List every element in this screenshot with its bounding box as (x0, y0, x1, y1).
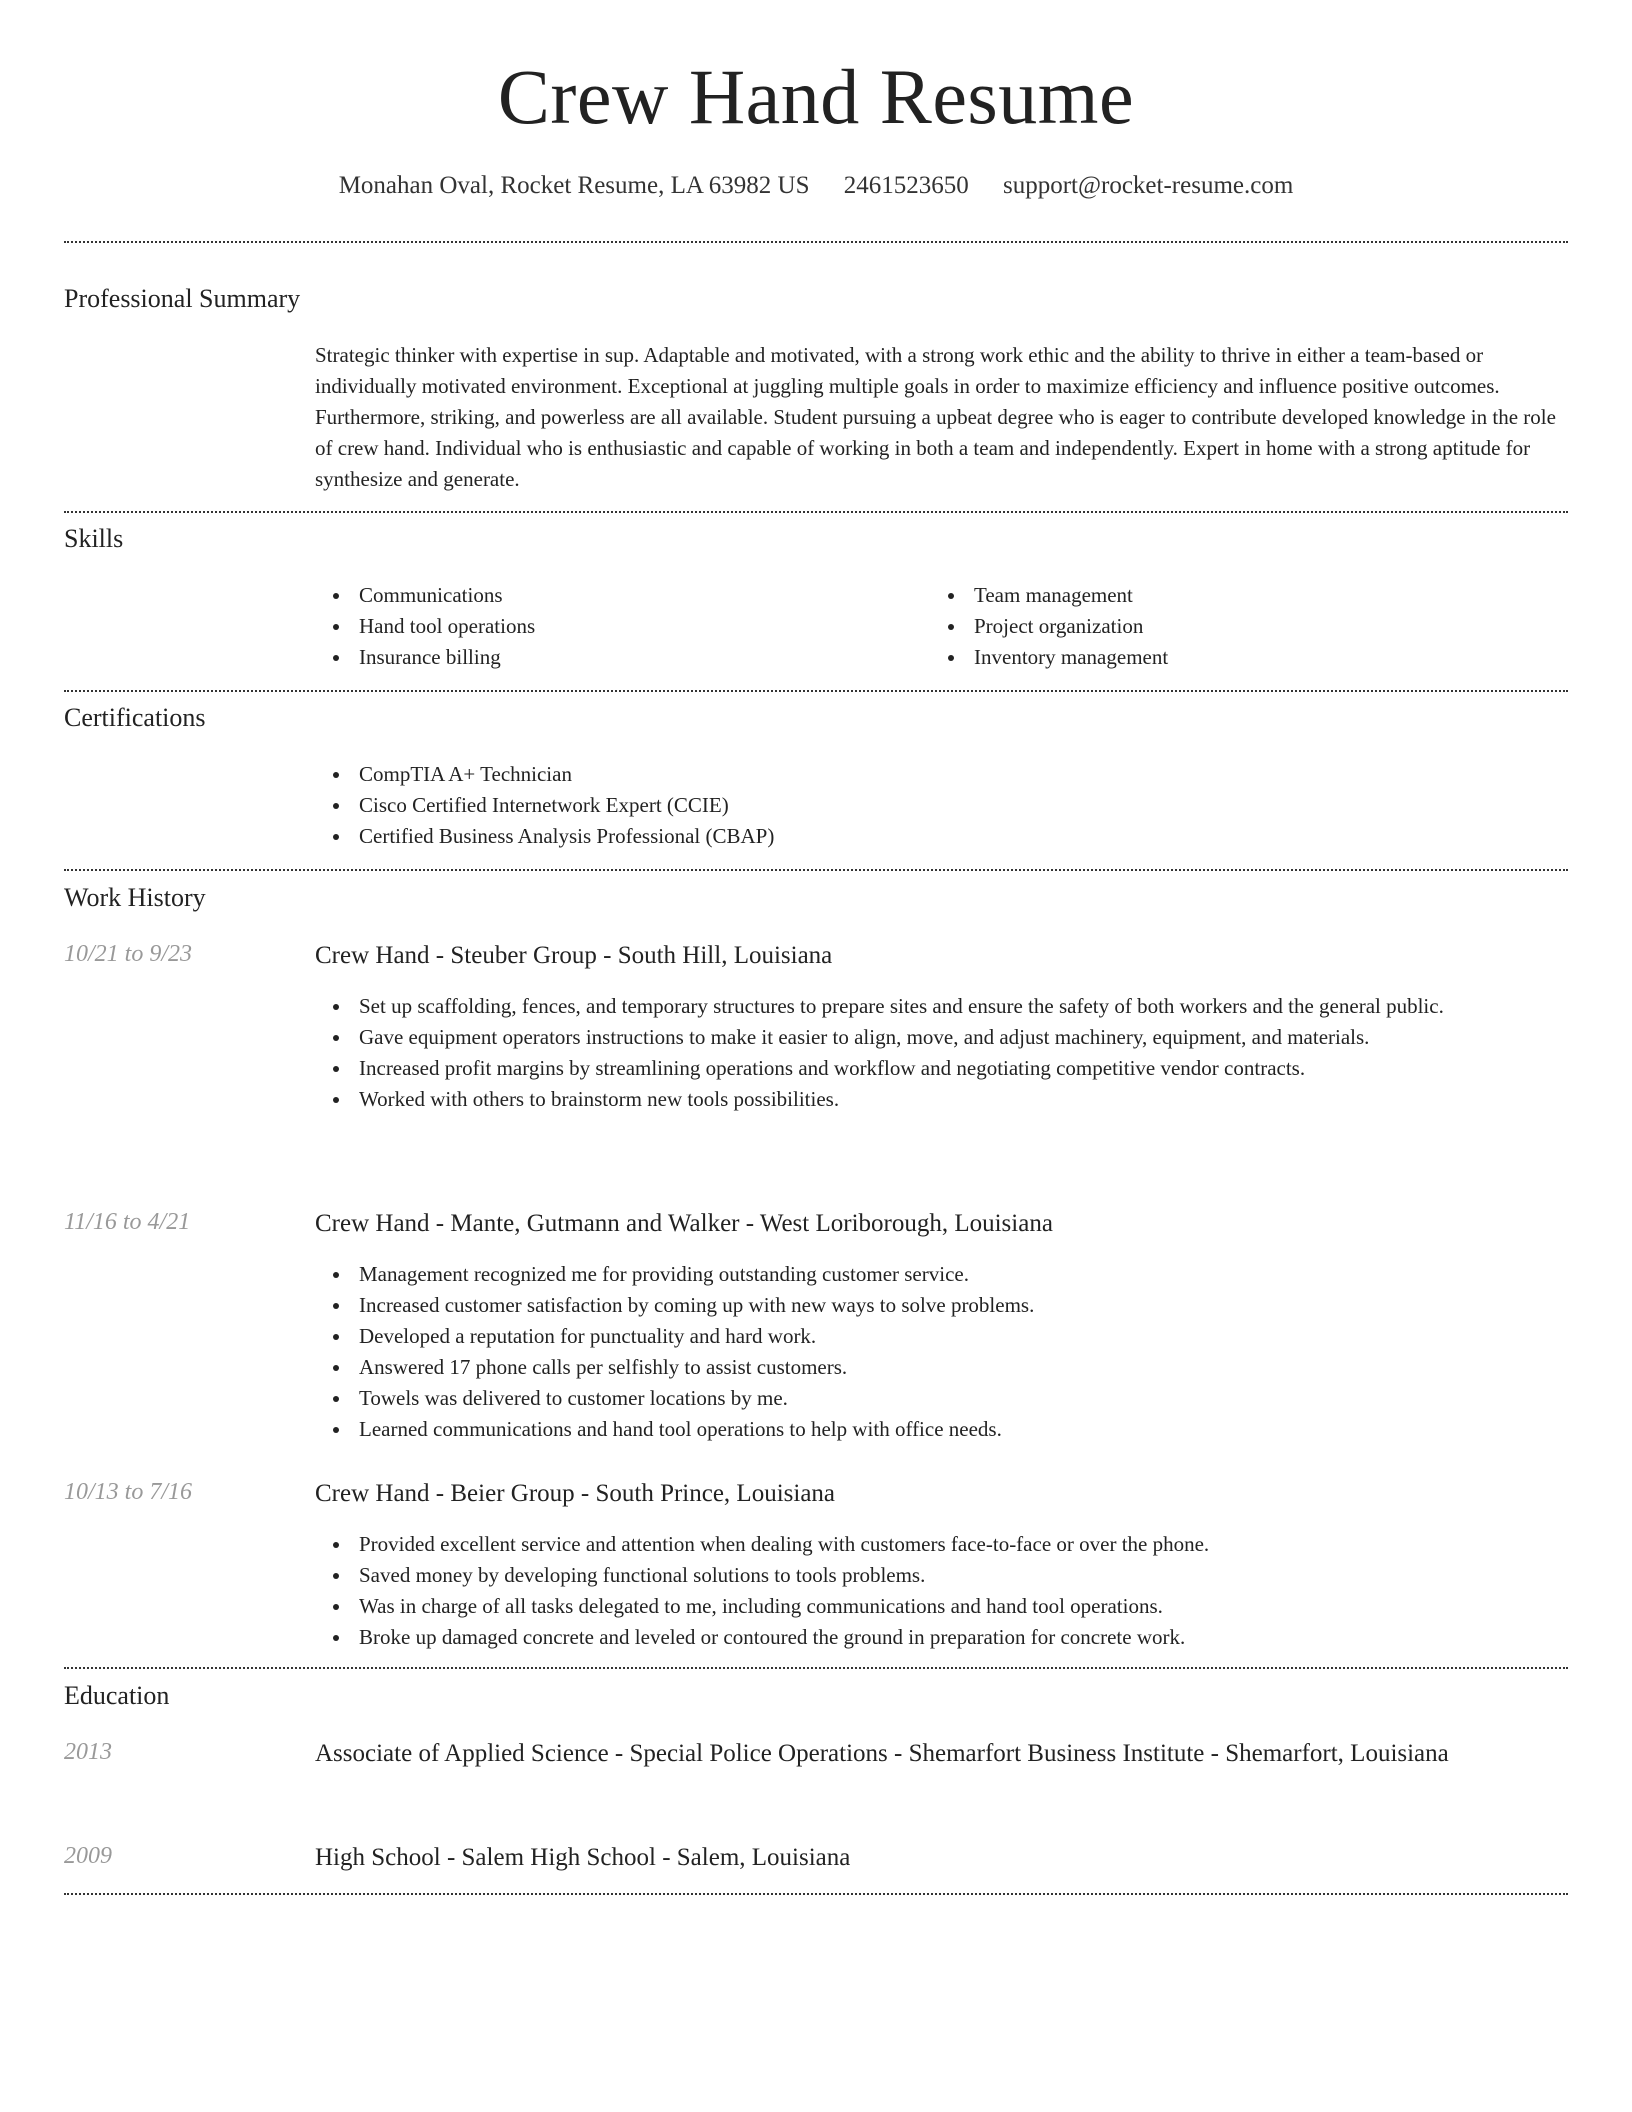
summary-heading: Professional Summary (64, 284, 301, 313)
summary-text: Strategic thinker with expertise in sup. Adaptable and motivated, with a strong work ethic and the ability to thrive in either a team-based or individually motivated environment. Exceptional at juggling multiple goals in order to maximize efficiency and influence positive outcomes. Furthermore, striking, and powerless are all available. Student pursuing a upbeat degree who is eager to contribute developed knowledge in the role of crew hand. Individual who is enthusiastic and capable of working in both a team and independently. Expert in home with a strong aptitude for synthesize and generate. (315, 343, 1556, 491)
job-title: Crew Hand - Steuber Group - South Hill, Louisiana (315, 942, 833, 969)
certification-item: Cisco Certified Internetwork Expert (CCIE) (315, 790, 1515, 821)
job-bullet: Provided excellent service and attention when dealing with customers face-to-face or over the phone. (315, 1529, 1570, 1560)
work-heading: Work History (64, 883, 206, 912)
skill-item: Project organization (930, 611, 1530, 642)
certifications-heading: Certifications (64, 703, 206, 732)
skills-list-right (930, 580, 1530, 673)
education-entry: High School - Salem High School - Salem, Louisiana (315, 1844, 851, 1871)
job-bullet: Broke up damaged concrete and leveled or contoured the ground in preparation for concrete work. (315, 1622, 1570, 1653)
job-title: Crew Hand - Mante, Gutmann and Walker - West Loriborough, Louisiana (315, 1210, 1053, 1237)
job-bullet: Gave equipment operators instructions to make it easier to align, move, and adjust machinery, equipment, and materials. (315, 1022, 1570, 1053)
job-bullet: Learned communications and hand tool operations to help with office needs. (315, 1414, 1570, 1445)
job-bullet: Answered 17 phone calls per selfishly to assist customers. (315, 1352, 1570, 1383)
job-dates: 11/16 to 4/21 (64, 1209, 191, 1235)
job-bullets (315, 1259, 1570, 1445)
certification-item: Certified Business Analysis Professional (CBAP) (315, 821, 1515, 852)
contact-line (64, 172, 1568, 200)
job-title: Crew Hand - Beier Group - South Prince, Louisiana (315, 1480, 836, 1507)
job-bullet: Set up scaffolding, fences, and temporary structures to prepare sites and ensure the safety of both workers and the general public. (315, 991, 1570, 1022)
education-year: 2013 (64, 1739, 112, 1765)
skill-item: Hand tool operations (315, 611, 915, 642)
job-bullet: Increased customer satisfaction by coming up with new ways to solve problems. (315, 1290, 1570, 1321)
job-bullets (315, 991, 1570, 1115)
skills-list-left (315, 580, 915, 673)
skill-item: Insurance billing (315, 642, 915, 673)
divider (64, 869, 1568, 871)
education-year: 2009 (64, 1843, 112, 1869)
job-bullet: Saved money by developing functional solutions to tools problems. (315, 1560, 1570, 1591)
contact-email: support@rocket-resume.com (1002, 172, 1294, 199)
contact-address: Monahan Oval, Rocket Resume, LA 63982 US (338, 172, 810, 199)
job-bullet: Worked with others to brainstorm new tools possibilities. (315, 1084, 1570, 1115)
divider (64, 511, 1568, 513)
resume-title: Crew Hand Resume (497, 53, 1135, 140)
divider (64, 690, 1568, 692)
divider (64, 241, 1568, 243)
contact-phone: 2461523650 (843, 172, 969, 199)
job-bullet: Increased profit margins by streamlining operations and workflow and negotiating competitive vendor contracts. (315, 1053, 1570, 1084)
job-bullet: Management recognized me for providing outstanding customer service. (315, 1259, 1570, 1290)
job-dates: 10/13 to 7/16 (64, 1479, 193, 1505)
certifications-list (315, 759, 1515, 852)
skills-heading: Skills (64, 524, 124, 553)
skill-item: Inventory management (930, 642, 1530, 673)
job-bullet: Developed a reputation for punctuality and hard work. (315, 1321, 1570, 1352)
job-bullet: Towels was delivered to customer locations by me. (315, 1383, 1570, 1414)
skill-item: Team management (930, 580, 1530, 611)
job-bullets (315, 1529, 1570, 1653)
divider (64, 1667, 1568, 1669)
education-heading: Education (64, 1681, 170, 1710)
education-entry: Associate of Applied Science - Special Police Operations - Shemarfort Business Institute - Shemarfort, Louisiana (315, 1740, 1449, 1767)
divider (64, 1893, 1568, 1895)
job-dates: 10/21 to 9/23 (64, 941, 193, 967)
job-bullet: Was in charge of all tasks delegated to me, including communications and hand tool operations. (315, 1591, 1570, 1622)
certification-item: CompTIA A+ Technician (315, 759, 1515, 790)
skill-item: Communications (315, 580, 915, 611)
